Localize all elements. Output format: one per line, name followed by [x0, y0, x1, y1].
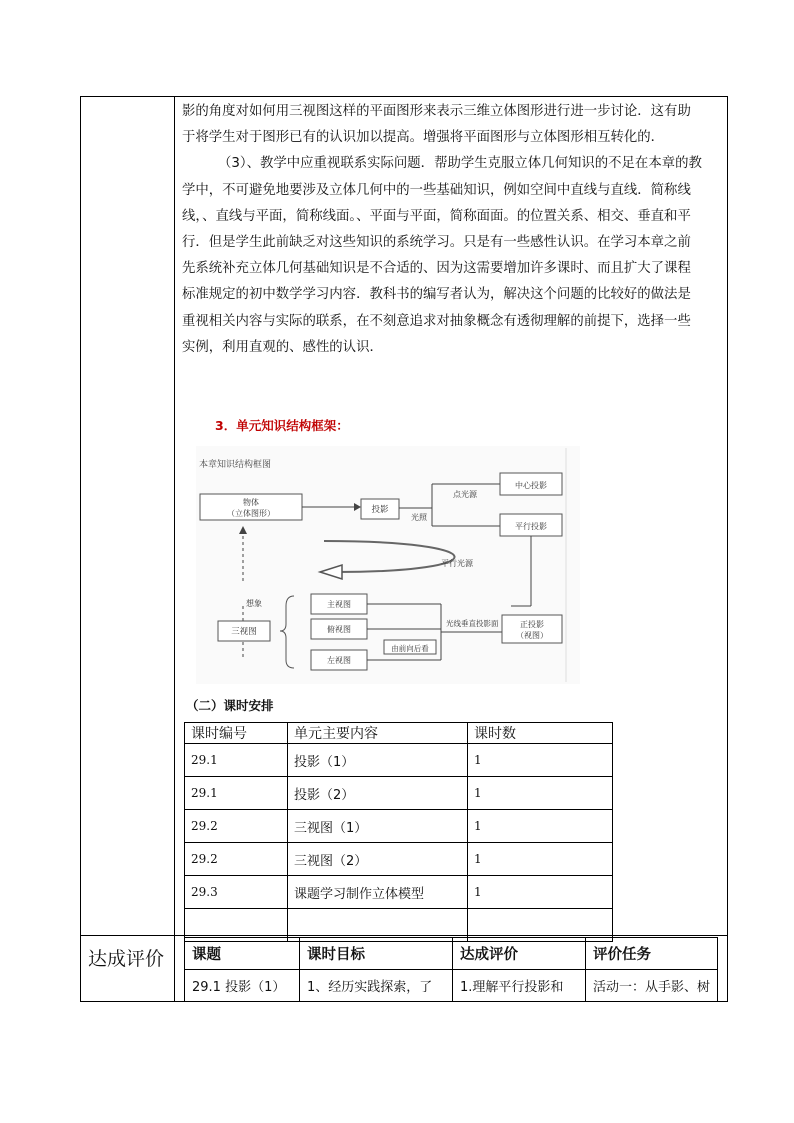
orthographic-sublabel: （视图）	[516, 631, 548, 640]
front-to-back-label: 由前向后看	[391, 644, 429, 653]
column-divider	[174, 96, 175, 1001]
table-cell: 1	[468, 777, 613, 810]
header-cell: 课题	[185, 938, 300, 970]
object-sublabel: （立体图形）	[227, 509, 275, 518]
text-line: （3）、教学中应重视联系实际问题．帮助学生克服立体几何知识的不足在本章的教	[218, 156, 702, 172]
parallel-source-label: 平行光源	[441, 559, 473, 568]
table-cell: 29.2	[185, 810, 288, 843]
left-view-label: 左视图	[327, 656, 351, 665]
schedule-title: （二）课时安排	[186, 698, 274, 713]
table-cell: 29.1 投影（1）	[185, 970, 300, 1002]
header-cell: 课时编号	[185, 723, 288, 744]
table-row	[185, 810, 613, 843]
body-text	[182, 99, 722, 361]
front-view-label: 主视图	[327, 600, 351, 609]
central-projection-label: 中心投影	[515, 481, 547, 490]
header-cell: 评价任务	[586, 938, 718, 970]
schedule-table	[184, 722, 613, 942]
diagram-svg	[196, 446, 580, 684]
table-cell: 1	[468, 876, 613, 909]
header-cell: 达成评价	[453, 938, 586, 970]
header-cell: 单元主要内容	[288, 723, 468, 744]
table-cell: 三视图（2）	[288, 843, 468, 876]
text-line: 线，、直线与平面，简称线面。、平面与平面，简称面面。的位置关系、相交、垂直和平	[182, 208, 691, 224]
table-row	[185, 744, 613, 777]
knowledge-structure-diagram	[196, 446, 580, 684]
perpendicular-light-label: 光线垂直投影面	[446, 619, 499, 628]
orthographic-label: 正投影	[520, 620, 544, 629]
table-cell: 1	[468, 843, 613, 876]
evaluation-label: 达成评价	[88, 948, 165, 970]
table-row	[185, 843, 613, 876]
text-line: 影的角度对如何用三视图这样的平面图形来表示三维立体图形进行进一步讨论．这有助	[182, 104, 691, 119]
table-cell: 29.2	[185, 843, 288, 876]
table-cell: 1、经历实践探索，了	[300, 970, 453, 1002]
evaluation-table	[184, 937, 718, 1002]
imagine-label: 想象	[246, 599, 262, 608]
table-row	[185, 970, 718, 1002]
text-line: 行．但是学生此前缺乏对这些知识的系统学习。只是有一些感性认识。在学习本章之前	[182, 235, 691, 251]
section-heading: 3．单元知识结构框架：	[215, 418, 349, 433]
text-line: 重视相关内容与实际的联系，在不刻意追求对抽象概念有透彻理解的前提下，选择一些	[182, 313, 691, 329]
table-cell: 投影（1）	[288, 744, 468, 777]
table-cell: 29.1	[185, 744, 288, 777]
table-row	[185, 876, 613, 909]
table-cell: 活动一：从手影、树	[586, 970, 718, 1002]
text-line: 实例，利用直观的、感性的认识．	[182, 339, 383, 355]
header-cell: 课时目标	[300, 938, 453, 970]
text-line: 学中，不可避免地要涉及立体几何中的一些基础知识，例如空间中直线与直线．简称线	[182, 182, 691, 198]
table-cell: 29.1	[185, 777, 288, 810]
text-line: 先系统补充立体几何基础知识是不合适的、因为这需要增加许多课时、而且扩大了课程	[182, 261, 691, 277]
header-cell: 课时数	[468, 723, 613, 744]
top-view-label: 俯视图	[327, 625, 351, 634]
diagram-title: 本章知识结构框图	[199, 460, 272, 470]
table-cell: 29.3	[185, 876, 288, 909]
table-header-row	[185, 723, 613, 744]
three-views-label: 三视图	[231, 627, 257, 637]
table-cell: 1	[468, 810, 613, 843]
text-line: 于将学生对于图形已有的认识加以提高。增强将平面图形与立体图形相互转化的．	[182, 130, 665, 146]
text-line: 标准规定的初中数学学习内容．教科书的编写者认为，解决这个问题的比较好的做法是	[182, 287, 691, 303]
table-cell: 投影（2）	[288, 777, 468, 810]
table-cell: 三视图（1）	[288, 810, 468, 843]
point-source-label: 点光源	[453, 490, 477, 499]
table-cell: 1.理解平行投影和	[453, 970, 586, 1002]
table-row	[185, 777, 613, 810]
table-cell: 1	[468, 744, 613, 777]
table-header-row	[185, 938, 718, 970]
projection-label: 投影	[371, 505, 389, 515]
light-label: 光照	[411, 513, 427, 522]
object-label: 物体	[243, 498, 259, 507]
table-cell: 课题学习制作立体模型	[288, 876, 468, 909]
parallel-projection-label: 平行投影	[515, 522, 547, 531]
